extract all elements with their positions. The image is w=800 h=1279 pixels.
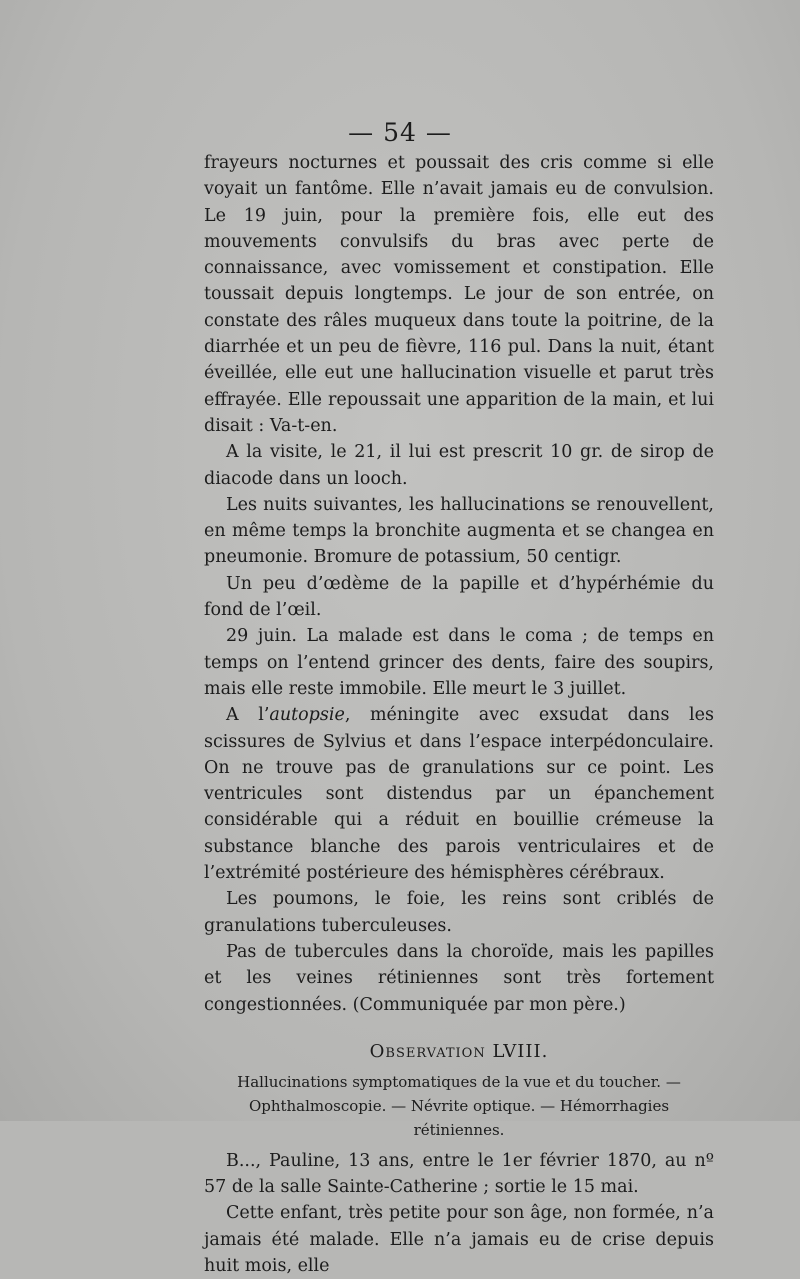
observation-summary: Hallucinations symptomatiques de la vue et du toucher. — Ophthalmoscopie. — Névrite optique. — Hémorrhagies rétiniennes. bbox=[237, 1072, 681, 1139]
observation-title: Observation bbox=[369, 1040, 486, 1062]
paragraph-visit: A la visite, le 21, il lui est prescrit 10 gr. de sirop de diacode dans un looch. bbox=[204, 442, 714, 489]
paragraph-nights: Les nuits suivantes, les hallucinations se renouvellent, en même temps la bronchite augmenta et se changea en pneumonie. Bromure de potassium, 50 centigr. bbox=[204, 494, 714, 568]
page-number: — 54 — bbox=[348, 118, 452, 147]
observation-number: LVIII. bbox=[492, 1040, 549, 1062]
paragraph-edema: Un peu d’œdème de la papille et d’hypérhémie du fond de l’œil. bbox=[204, 573, 714, 621]
paragraph-autopsy bbox=[204, 702, 714, 886]
observation-heading bbox=[204, 1038, 714, 1066]
body-text bbox=[204, 150, 714, 1279]
paragraph-history: Cette enfant, très petite pour son âge, non formée, n’a jamais été malade. Elle n’a jamais eu de crise depuis huit mois, elle bbox=[204, 1203, 714, 1276]
paragraph-lungs: Les poumons, le foie, les reins sont criblés de granulations tuberculeuses. bbox=[204, 889, 714, 936]
paragraph-continuation: frayeurs nocturnes et poussait des cris comme si elle voyait un fantôme. Elle n’avait jamais eu de convulsion. Le 19 juin, pour la première fois, elle eut des mouvements convulsifs du bras avec perte de connaissance, avec vomissement et constipation. Elle toussait depuis longtemps. Le jour de son entrée, on constate des râles muqueux dans toute la poitrine, de la diarrhée et un peu de fièvre, 116 pul. Dans la nuit, étant éveillée, elle eut une hallucination visuelle et parut très effrayée. Elle repoussait une apparition de la main, et lui disait : Va-t-en. bbox=[204, 153, 714, 436]
paragraph-coma: 29 juin. La malade est dans le coma ; de temps en temps on l’entend grincer des dents, faire des soupirs, mais elle reste immobile. Elle meurt le 3 juillet. bbox=[204, 626, 714, 699]
autopsy-italic: autopsie bbox=[269, 705, 345, 726]
autopsy-lead: A l’ bbox=[226, 705, 270, 726]
paragraph-choroid: Pas de tubercules dans la choroïde, mais les papilles et les veines rétiniennes sont très fortement congestionnées. (Communiquée par mon père.) bbox=[204, 941, 714, 1015]
autopsy-rest: , méningite avec exsudat dans les scissures de Sylvius et dans l’espace interpédonculaire. On ne trouve pas de granulations sur ce point. Les ventricules sont distendus par un épanchement considérable qui a réduit en bouillie crémeuse la substance blanche des parois ventriculaires et de l’extrémité postérieure des hémisphères cérébraux. bbox=[204, 705, 714, 884]
paragraph-patient: B..., Pauline, 13 ans, entre le 1er février 1870, au nº 57 de la salle Sainte-Catherine ; sortie le 15 mai. bbox=[204, 1150, 714, 1198]
